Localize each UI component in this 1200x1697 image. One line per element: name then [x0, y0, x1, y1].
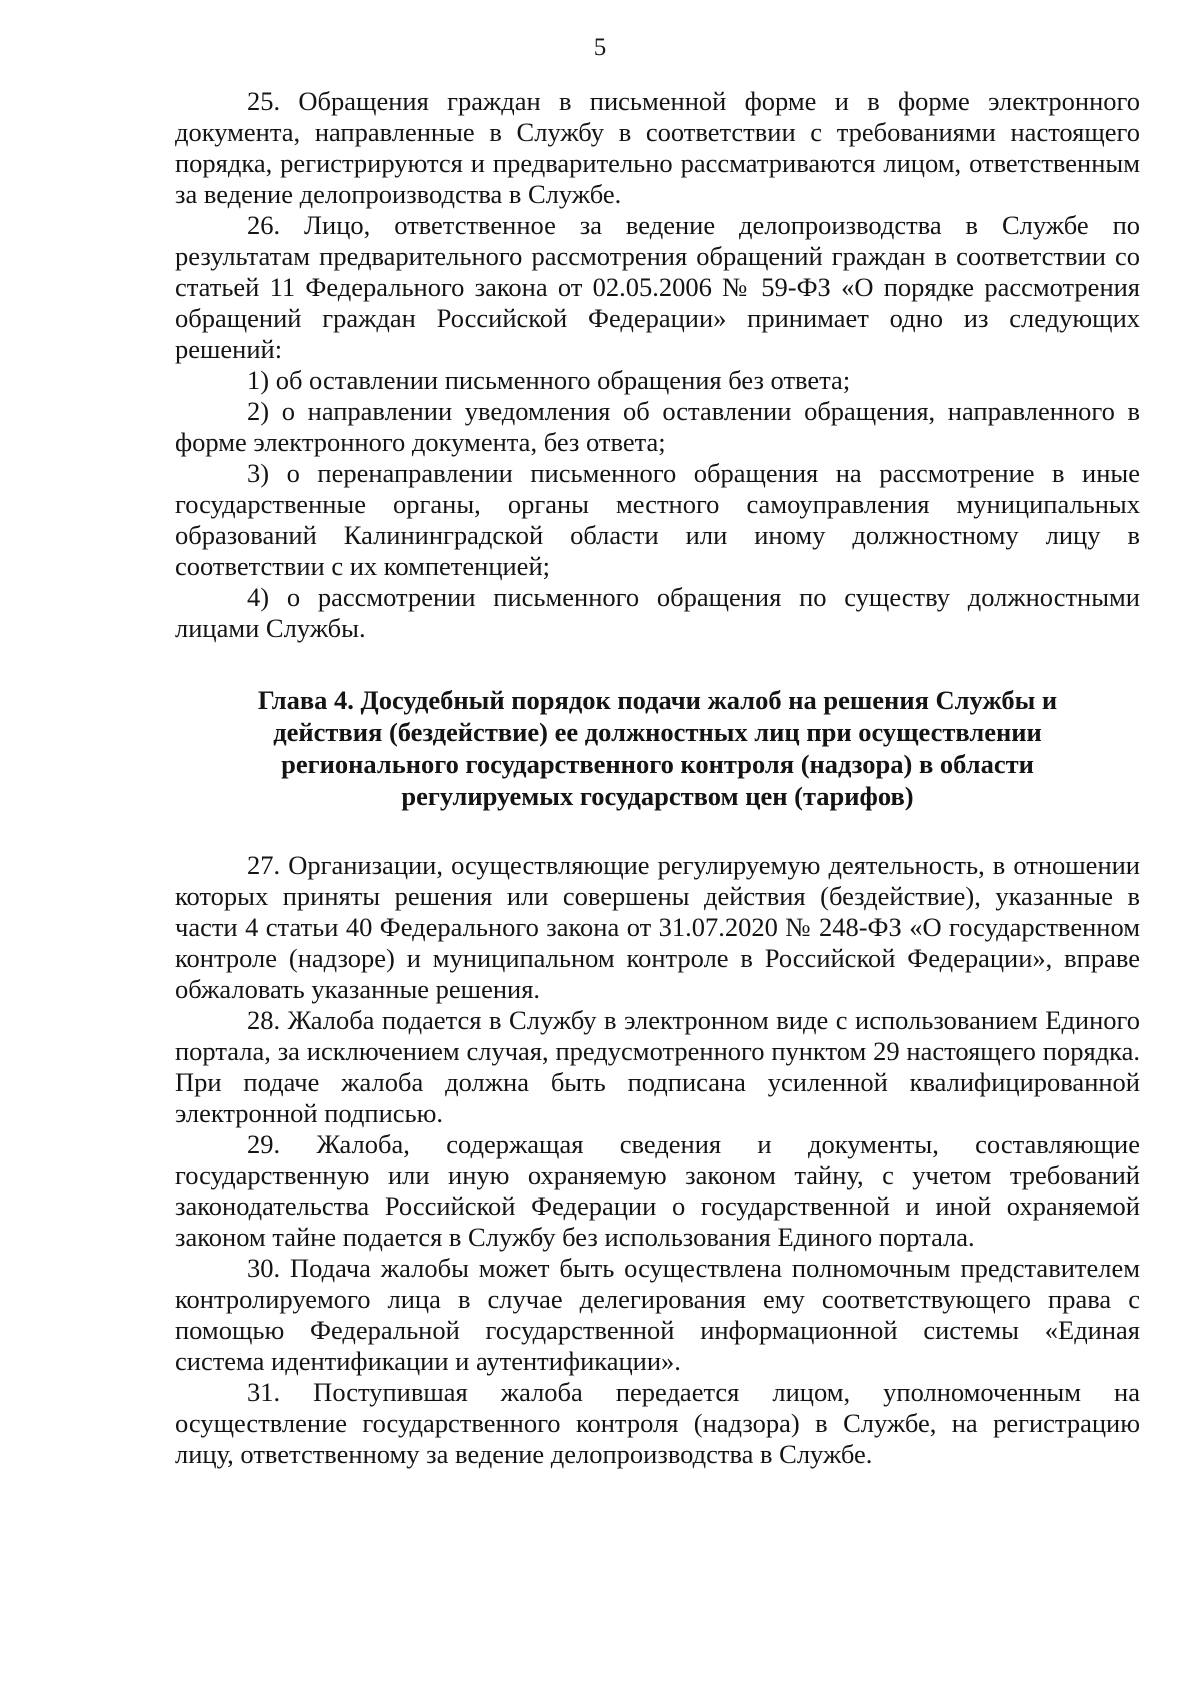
- list-item-1: 1) об оставлении письменного обращения без ответа;: [247, 365, 851, 395]
- paragraph-28: 28. Жалоба подается в Службу в электронном виде с использованием Единого портала, за исключением случая, предусмотренного пунктом 29 настоящего порядка. При подаче жалоба должна быть подписана усиленной квалифицированной электронной подписью.: [175, 1005, 1140, 1128]
- paragraph-31: 31. Поступившая жалоба передается лицом, уполномоченным на осуществление государственного контроля (надзора) в Службе, на регистрацию лицу, ответственному за ведение делопроизводства в Службе.: [175, 1377, 1140, 1469]
- document-body: [175, 86, 1140, 1470]
- paragraph-27: 27. Организации, осуществляющие регулируемую деятельность, в отношении которых приняты решения или совершены действия (бездействие), указанные в части 4 статьи 40 Федерального закона от 31.07.2020 № 248-ФЗ «О государственном контроле (надзоре) и муниципальном контроле в Российской Федерации», вправе обжаловать указанные решения.: [175, 850, 1140, 1004]
- page-number: 5: [593, 34, 607, 61]
- chapter-heading: [175, 684, 1140, 812]
- chapter-heading-line: действия (бездействие) ее должностных лиц при осуществлении: [273, 717, 1042, 747]
- paragraph-26: 26. Лицо, ответственное за ведение делопроизводства в Службе по результатам предварительного рассмотрения обращений граждан в соответствии со статьей 11 Федерального закона от 02.05.2006 № 59-ФЗ «О порядке рассмотрения обращений граждан Российской Федерации» принимает одно из следующих решений:: [175, 210, 1140, 364]
- paragraph-30: 30. Подача жалобы может быть осуществлена полномочным представителем контролируемого лица в случае делегирования ему соответствующего права с помощью Федеральной государственной информационной системы «Единая система идентификации и аутентификации».: [175, 1253, 1140, 1376]
- list-item-3: 3) о перенаправлении письменного обращения на рассмотрение в иные государственные органы, органы местного самоуправления муниципальных образований Калининградской области или иному должностному лицу в соответствии с их компетенцией;: [175, 458, 1140, 581]
- chapter-heading-line: регионального государственного контроля (надзора) в области: [281, 749, 1034, 779]
- paragraph-29: 29. Жалоба, содержащая сведения и документы, составляющие государственную или иную охраняемую законом тайну, с учетом требований законодательства Российской Федерации о государственной и иной охраняемой законом тайне подается в Службу без использования Единого портала.: [175, 1129, 1140, 1252]
- list-item-4: 4) о рассмотрении письменного обращения по существу должностными лицами Службы.: [175, 582, 1140, 643]
- list-item-2: 2) о направлении уведомления об оставлении обращения, направленного в форме электронного документа, без ответа;: [175, 396, 1140, 457]
- chapter-heading-line: регулируемых государством цен (тарифов): [401, 781, 914, 811]
- paragraph-25: 25. Обращения граждан в письменной форме и в форме электронного документа, направленные в Службу в соответствии с требованиями настоящего порядка, регистрируются и предварительно рассматриваются лицом, ответственным за ведение делопроизводства в Службе.: [175, 86, 1140, 209]
- chapter-heading-line: Глава 4. Досудебный порядок подачи жалоб на решения Службы и: [257, 685, 1058, 715]
